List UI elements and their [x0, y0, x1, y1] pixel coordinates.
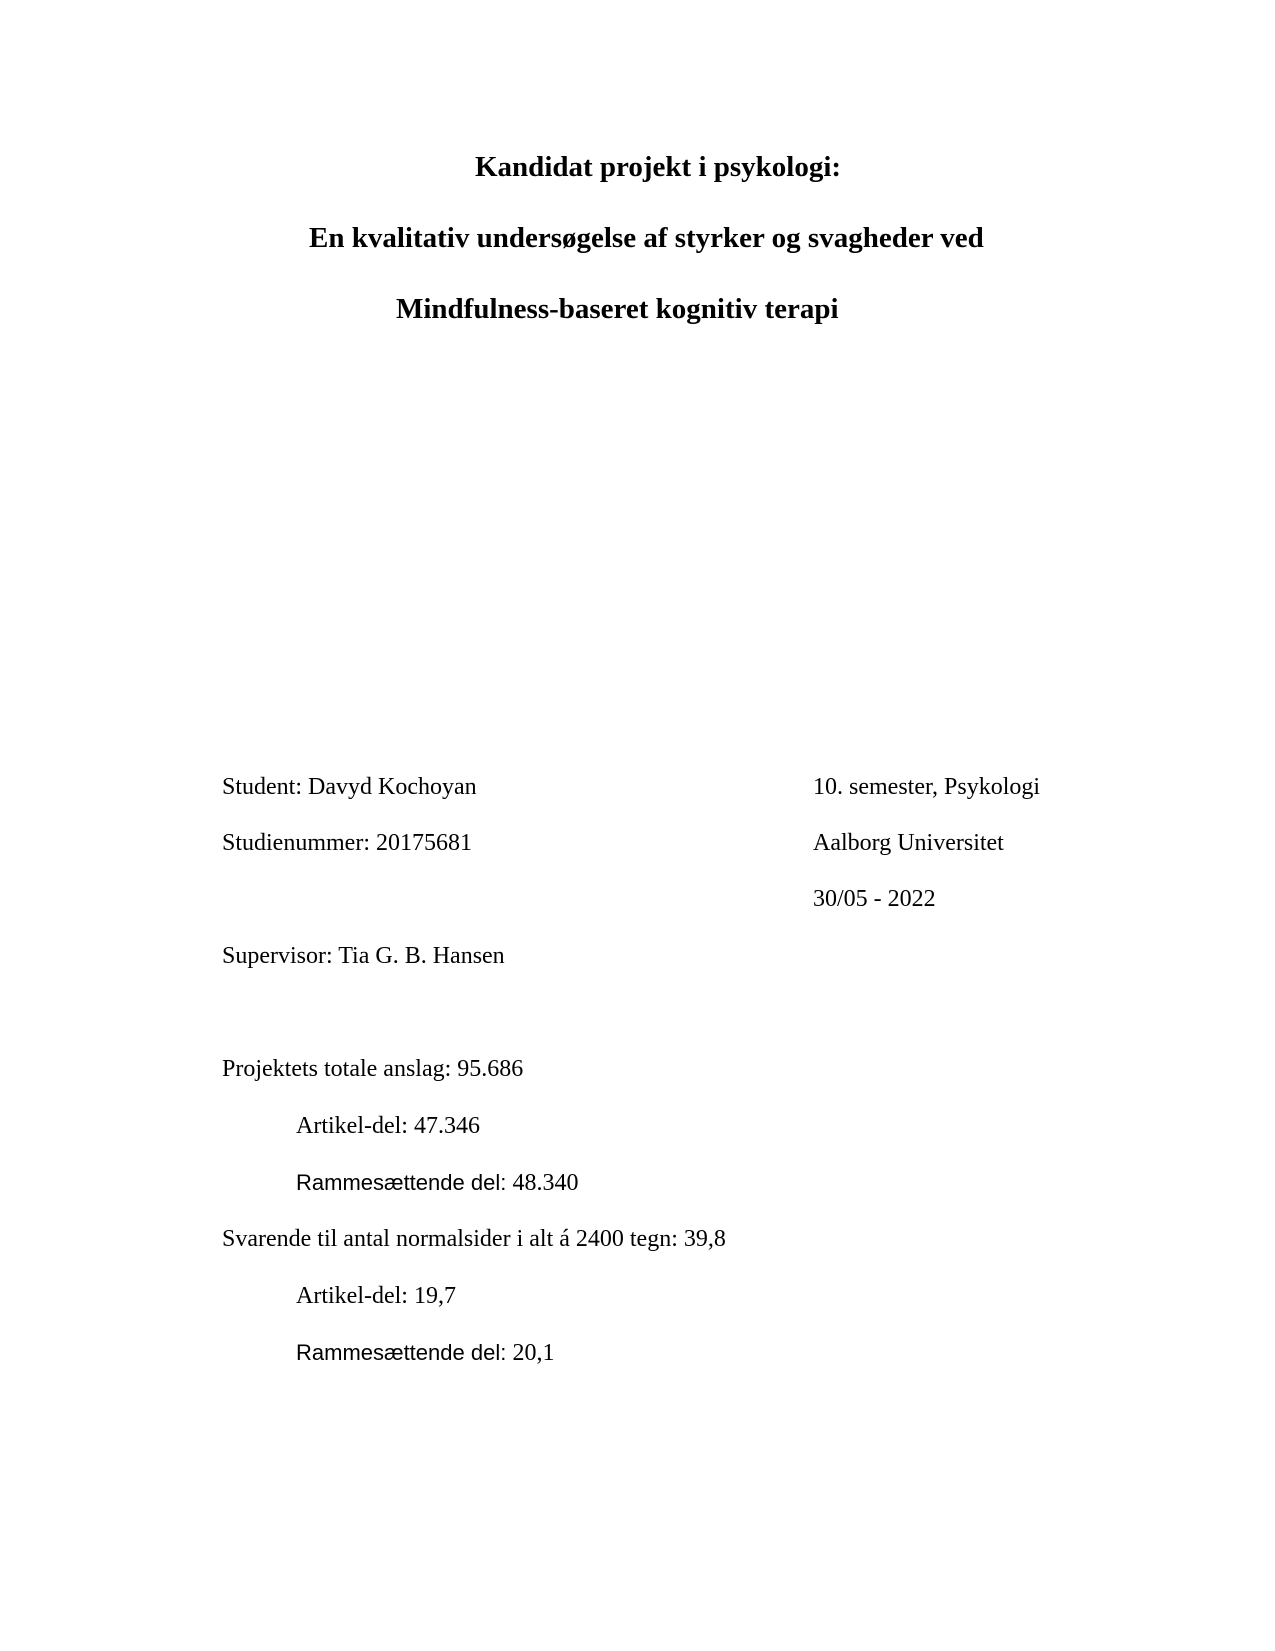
- framing-pages-value: 20,1: [512, 1340, 555, 1366]
- document-title-line-1: Kandidat projekt i psykologi:: [475, 151, 842, 183]
- submission-date: 30/05 - 2022: [813, 886, 936, 912]
- student-number: Studienummer: 20175681: [222, 830, 472, 856]
- framing-character-value: 48.340: [512, 1170, 579, 1196]
- supervisor: Supervisor: Tia G. B. Hansen: [222, 943, 505, 969]
- article-pages: Artikel-del: 19,7: [296, 1283, 456, 1309]
- framing-character-count: [296, 1171, 578, 1195]
- article-character-count: Artikel-del: 47.346: [296, 1113, 480, 1139]
- normal-pages-total: Svarende til antal normalsider i alt á 2400 tegn: 39,8: [222, 1226, 726, 1252]
- total-character-count: Projektets totale anslag: 95.686: [222, 1056, 524, 1082]
- framing-pages: [296, 1341, 554, 1365]
- university: Aalborg Universitet: [813, 830, 1004, 856]
- document-title-line-2: En kvalitativ undersøgelse af styrker og svagheder ved: [309, 222, 984, 254]
- student-name: Student: Davyd Kochoyan: [222, 774, 477, 800]
- framing-character-label: Rammesættende del:: [296, 1170, 513, 1195]
- document-title-line-3: Mindfulness-baseret kognitiv terapi: [396, 293, 839, 325]
- semester: 10. semester, Psykologi: [813, 774, 1041, 800]
- framing-pages-label: Rammesættende del:: [296, 1340, 513, 1365]
